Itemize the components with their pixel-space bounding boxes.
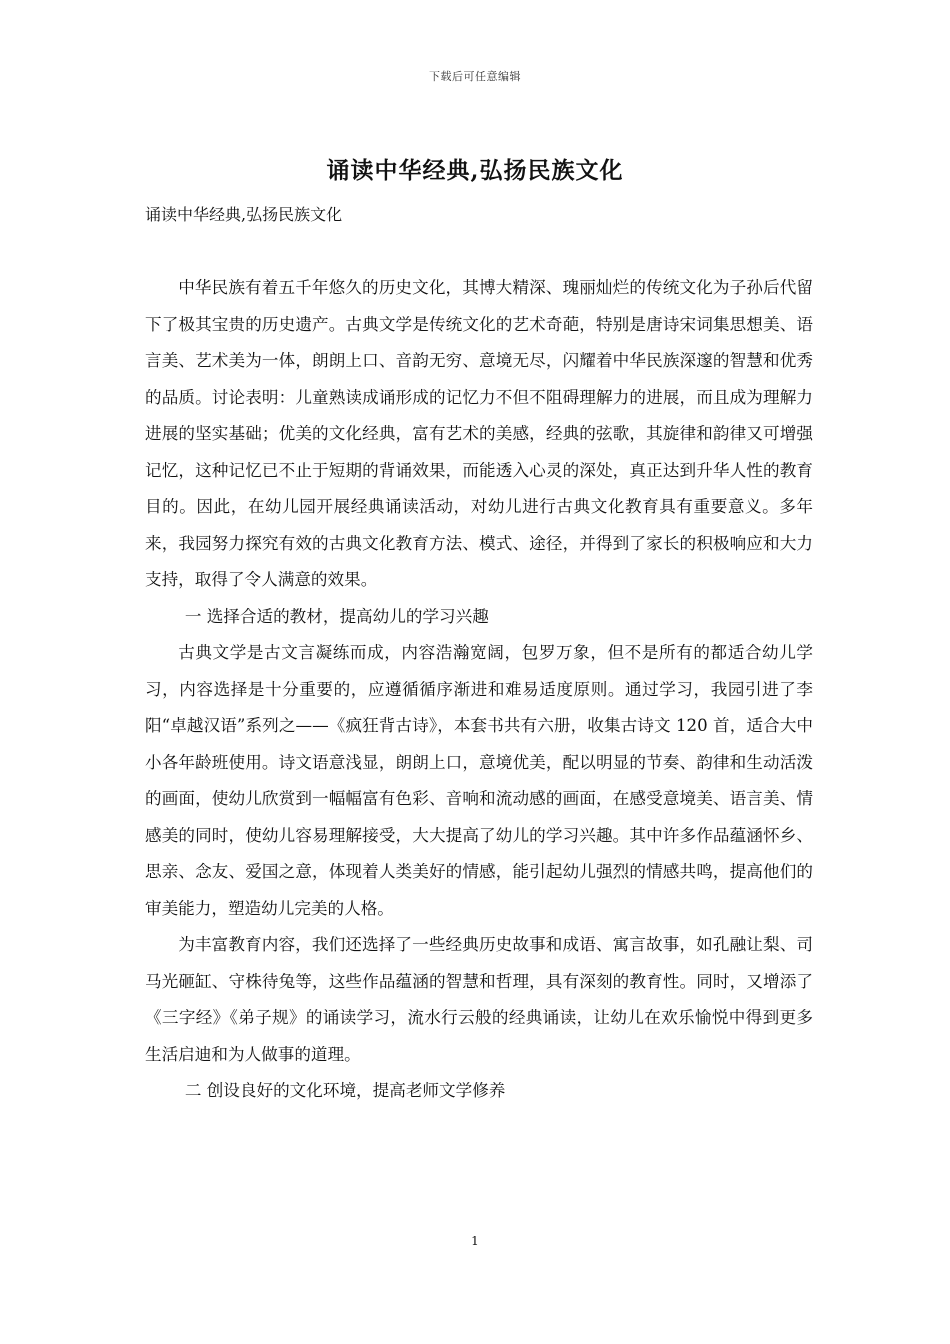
page-header: 下载后可任意编辑 (429, 70, 521, 83)
body-paragraph: 为丰富教育内容，我们还选择了一些经典历史故事和成语、寓言故事，如孔融让梨、司马光砸缸、守株待兔等，这些作品蕴涵的智慧和哲理，具有深刻的教育性。同时，又增添了《三字经》《弟子规》的诵读学习，流水行云般的经典诵读，让幼儿在欢乐愉悦中得到更多生活启迪和为人做事的道理。 (145, 935, 813, 1064)
section-heading: 二 创设良好的文化环境，提高老师文学修养 (184, 1081, 506, 1100)
body-paragraph: 古典文学是古文言凝练而成，内容浩瀚宽阔，包罗万象，但不是所有的都适合幼儿学习，内容选择是十分重要的，应遵循循序渐进和难易适度原则。通过学习，我园引进了李阳“卓越汉语”系列之——《疯狂背古诗》，本套书共有六册，收集古诗文 120 首，适合大中小各年龄班使用。诗文语意浅显，朗朗上口，意境优美，配以明显的节奏、韵律和生动活泼的画面，使幼儿欣赏到一幅幅富有色彩、音响和流动感的画面，在感受意境美、语言美、情感美的同时，使幼儿容易理解接受，大大提高了幼儿的学习兴趣。其中许多作品蕴涵怀乡、思亲、念友、爱国之意，体现着人类美好的情感，能引起幼儿强烈的情感共鸣，提高他们的审美能力，塑造幼儿完美的人格。 (145, 643, 813, 918)
document-subtitle: 诵读中华经典,弘扬民族文化 (145, 205, 343, 224)
page-number: 1 (471, 1234, 479, 1248)
body-paragraph: 中华民族有着五千年悠久的历史文化，其博大精深、瑰丽灿烂的传统文化为子孙后代留下了极其宝贵的历史遗产。古典文学是传统文化的艺术奇葩，特别是唐诗宋词集思想美、语言美、艺术美为一体，朗朗上口、音韵无穷、意境无尽，闪耀着中华民族深邃的智慧和优秀的品质。讨论表明：儿童熟读成诵形成的记忆力不但不阻碍理解力的进展，而且成为理解力进展的坚实基础；优美的文化经典，富有艺术的美感，经典的弦歌，其旋律和韵律又可增强记忆，这种记忆已不止于短期的背诵效果，而能透入心灵的深处，真正达到升华人性的教育目的。因此，在幼儿园开展经典诵读活动，对幼儿进行古典文化教育具有重要意义。多年来，我园努力探究有效的古典文化教育方法、模式、途径，并得到了家长的积极响应和大力支持，取得了令人满意的效果。 (145, 278, 813, 589)
document-title: 诵读中华经典,弘扬民族文化 (326, 157, 624, 184)
section-heading: 一 选择合适的教材，提高幼儿的学习兴趣 (184, 606, 489, 626)
document-body (145, 270, 813, 1110)
